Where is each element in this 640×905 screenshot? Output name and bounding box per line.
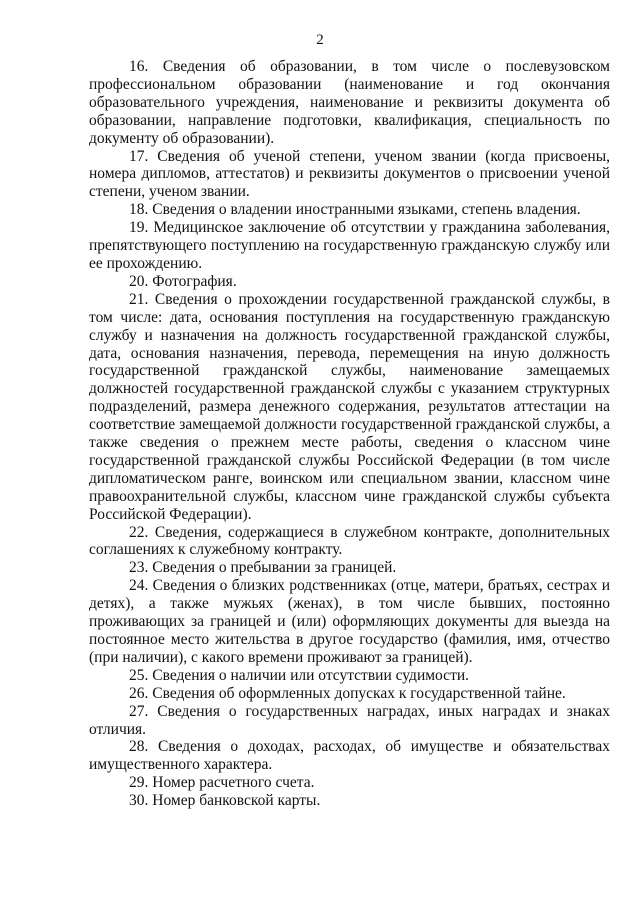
list-item-21: 21. Сведения о прохождении государственной гражданской службы, в том числе: дата, основания поступления на государственную гражданскую службу и назначения на должность государственной гражданской службы, дата, основания назначения, перевода, перемещения на иную должность государственной гражданской службы, наименование замещаемых должностей государственной гражданской службы с указанием структурных подразделений, размера денежного содержания, результатов аттестации на соответствие замещаемой должности государственной гражданской службы, а также сведения о прежнем месте работы, сведения о классном чине государственной гражданской службы Российской Федерации (в том числе дипломатическом ранге, воинском или специальном звании, классном чине правоохранительной службы, классном чине гражданской службы субъекта Российской Федерации).: [89, 290, 610, 523]
document-body: [89, 58, 610, 810]
list-item-27: 27. Сведения о государственных наградах, иных наградах и знаках отличия.: [89, 702, 610, 738]
list-item-25: 25. Сведения о наличии или отсутствии судимости.: [129, 666, 470, 684]
list-item-22: 22. Сведения, содержащиеся в служебном контракте, дополнительных соглашениях к служебному контракту.: [89, 523, 610, 559]
list-item-26: 26. Сведения об оформленных допусках к государственной тайне.: [129, 684, 566, 702]
list-item-16: 16. Сведения об образовании, в том числе о послевузовском профессиональном образовании (наименование и год окончания образовательного учреждения, наименование и реквизиты документа об образовании, направление подготовки, квалификация, специальность по документу об образовании).: [89, 58, 610, 147]
list-item-18: 18. Сведения о владении иностранными языками, степень владения.: [129, 201, 581, 219]
page-number: 2: [316, 32, 324, 48]
list-item-28: 28. Сведения о доходах, расходах, об имуществе и обязательствах имущественного характера.: [89, 738, 610, 774]
list-item-30: 30. Номер банковской карты.: [129, 792, 321, 810]
list-item-24: 24. Сведения о близких родственниках (отце, матери, братьях, сестрах и детях), а также мужьях (женах), в том числе бывших, постоянно проживающих за границей и (или) оформляющих документы для выезда на постоянное место жительства в другое государство (фамилия, имя, отчество (при наличии), с какого времени проживают за границей).: [89, 577, 610, 666]
list-item-19: 19. Медицинское заключение об отсутствии у гражданина заболевания, препятствующего поступлению на государственную гражданскую службу или ее прохождению.: [89, 219, 610, 272]
list-item-23: 23. Сведения о пребывании за границей.: [129, 559, 397, 577]
list-item-20: 20. Фотография.: [129, 272, 237, 290]
list-item-17: 17. Сведения об ученой степени, ученом звании (когда присвоены, номера дипломов, аттестатов) и реквизиты документов о присвоении ученой степени, ученом звании.: [89, 147, 610, 201]
list-item-29: 29. Номер расчетного счета.: [129, 774, 315, 792]
